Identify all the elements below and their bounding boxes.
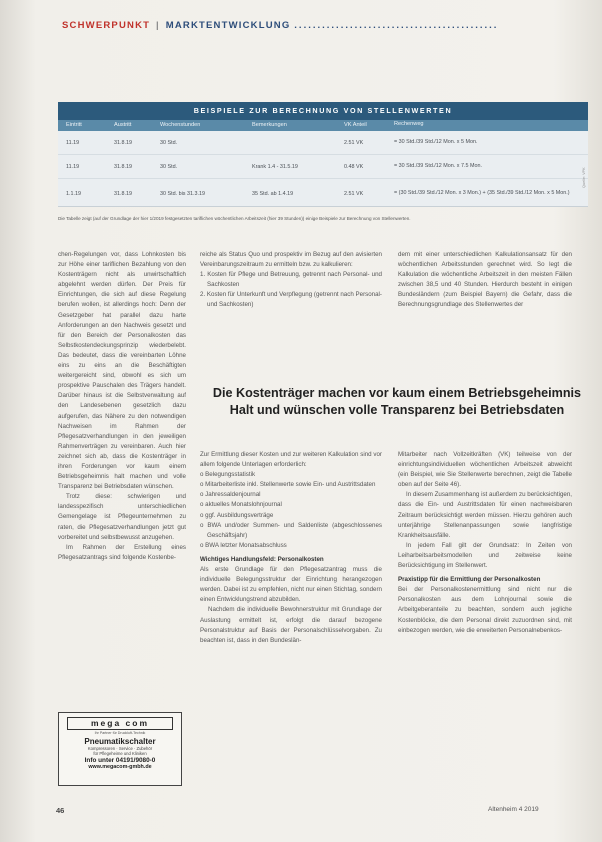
ad-title: Pneumatikschalter [84, 737, 156, 746]
table-row [58, 179, 588, 208]
col-header-austritt: Austritt [114, 122, 132, 128]
table-cell: 31.8.19 [114, 139, 132, 146]
col-header-rechenweg: Rechenweg [394, 121, 424, 127]
table-cell: 11.19 [66, 139, 80, 146]
paragraph: Als erste Grundlage für den Pflegesatzantrag muss die individuelle Belegungsstruktur der Einrichtung herangezogen werden. Dabei ist zu empfehlen, nicht nur einen Stichtag, sondern einen Entwicklungstrend abzubilden. [200, 566, 382, 604]
paragraph: Mitarbeiter nach Vollzeitkräften (VK) teilweise von der einrichtungsindividuellen wöchentlichen Arbeitszeit abweicht (ein Beispiel, wie Sie Stellenwerte berechnen, zeigt die Tabelle oben auf der Seite 46). [398, 451, 572, 489]
ad-website-link[interactable]: www.megacom-gmbh.de [88, 764, 152, 771]
ad-line: für Pflegeheime und Kliniken [93, 751, 147, 757]
col-header-vk-anteil: VK Anteil [344, 122, 367, 128]
section-header [62, 20, 592, 34]
table-cell: 2.51 VK [344, 190, 364, 197]
list-item: o aktuelles Monatslohnjournal [200, 501, 282, 509]
table-cell: 11.19 [66, 163, 80, 170]
ad-phone: Info unter 04191/9080-0 [84, 757, 156, 765]
subheading: Praxistipp für die Ermittlung der Personalkosten [398, 576, 541, 584]
list-item: o Mitarbeiterliste inkl. Stellenwerte sowie Ein- und Austrittsdaten [200, 481, 376, 489]
paragraph: Trotz diese: schwierigen und landesspezifisch unterschiedlichen Gemengelage ist Pflegeunternehmen zu raten, die Pflegesatzverhandlungen jetzt gut vorbereitet und selbstbewusst anzugehen. [58, 493, 186, 541]
table-row [58, 131, 588, 155]
table-cell: = (30 Std./39 Std./12 Mon. x 3 Mon.) + (35 Std./39 Std./12 Mon. x 5 Mon.) [394, 189, 570, 196]
article-column-3-top [398, 250, 572, 372]
table-header-row [58, 120, 588, 131]
list-item: o Belegungsstatistik [200, 471, 256, 479]
table-cell: 30 Std. [160, 139, 178, 146]
advertisement[interactable] [58, 712, 182, 786]
advertiser-logo: mega com [67, 717, 173, 730]
page-number: 46 [56, 806, 65, 815]
paragraph: In diesem Zusammenhang ist außerdem zu berücksichtigen, dass die Ein- und Austrittsdaten für einen nachweisbaren Zeitraum berücksichtigt werden müssen. Hierzu gehören auch unterjährige Stellenanpassungen sowie langfristige Krankheitsausfälle. [398, 491, 572, 539]
table-cell: = 30 Std./39 Std./12 Mon. x 5 Mon. [394, 138, 478, 145]
example-table [58, 102, 588, 207]
col-header-eintritt: Eintritt [66, 122, 82, 128]
table-caption: Die Tabelle zeigt (auf der Grundlage der hier 1/2019 festgesetzten tariflichen wöchentlichen Arbeitszeit (hier 39 Stunden)) einige Beispiele zur Berechnung von Stellenwerten. [58, 216, 411, 221]
article-column-3-bottom [398, 450, 572, 798]
table-cell: 30 Std. bis 31.3.19 [160, 190, 205, 197]
article-column-1 [58, 250, 186, 706]
paragraph: In jedem Fall gilt der Grundsatz: In Zeiten von Leiharbeitsarbeitsmodellen und zeitweise keine Berücksichtigung im Stellenwert. [398, 541, 572, 570]
ad-line: Kompressoren · Service · Zubehör [87, 746, 153, 751]
list-item: o BWA und/oder Summen- und Saldenliste (abgeschlossenes Geschäftsjahr) [200, 521, 382, 539]
pull-quote: Die Kostenträger machen vor kaum einem Betriebsgeheimnis Halt und wünschen volle Transparenz bei Betriebsdaten [212, 386, 582, 417]
header-separator: | [156, 20, 160, 31]
ad-tagline: Ihr Partner für Druckluft-Technik [94, 731, 146, 735]
table-cell: = 30 Std./39 Std./12 Mon. x 7.5 Mon. [394, 162, 482, 169]
table-title: BEISPIELE ZUR BERECHNUNG VON STELLENWERTEN [58, 102, 588, 120]
table-cell: 30 Std. [160, 163, 178, 170]
table-cell: Krank 1.4 - 31.5.19 [252, 163, 298, 170]
paragraph: Zur Ermittlung dieser Kosten und zur weiteren Kalkulation sind vor allem folgende Unterlagen erforderlich: [200, 451, 382, 469]
paragraph: dem mit einer unterschiedlichen Kalkulationsansatz für den wöchentlichen Arbeitsstunden gerechnet wird. So legt die Kalkulation die wöchentliche Arbeitszeit in den meisten Fällen zwischen 38,5 und 40 Stunden. Hierdurch besteht in einigen Bundesländern (zum Beispiel Bayern) die Gefahr, dass die Berechnungsgrundlage des Stellenwertes der [398, 251, 572, 309]
col-header-bemerkungen: Bemerkungen [252, 122, 287, 128]
table-cell: 2.51 VK [344, 139, 364, 146]
list-item: 2. Kosten für Unterkunft und Verpflegung (getrennt nach Personal- und Sachkosten) [200, 291, 382, 309]
paragraph: reiche als Status Quo und prospektiv im Bezug auf den avisierten Vereinbarungszeitraum zu ermitteln bzw. zu kalkulieren: [200, 251, 382, 269]
list-item: o Jahressaldenjournal [200, 491, 261, 499]
section-label: SCHWERPUNKT [62, 20, 151, 31]
table-cell: 31.8.19 [114, 163, 132, 170]
paragraph: Bei der Personalkostenermittlung sind nicht nur die Personalkosten aus dem Lohnjournal sowie die Arbeitgeberanteile zu beachten, sondern auch jegliche Kostenblöcke, die dem Personal direkt zuzuordnen sind, mit einbezogen werden, wie die erweiterten Personalnebenkos- [398, 586, 572, 634]
article-column-2-top [200, 250, 382, 362]
list-item: o ggf. Ausbildungsverträge [200, 511, 274, 519]
table-cell: 1.1.19 [66, 190, 81, 197]
issue-label: Altenheim 4 2019 [488, 806, 539, 813]
subheading: Wichtiges Handlungsfeld: Personalkosten [200, 555, 324, 563]
col-header-wochenstunden: Wochenstunden [160, 122, 201, 128]
table-cell: 0.48 VK [344, 163, 364, 170]
header-dots: ............................................ [294, 20, 499, 31]
list-item: 1. Kosten für Pflege und Betreuung, getrennt nach Personal- und Sachkosten [200, 271, 382, 289]
paragraph: chen-Regelungen vor, dass Lohnkosten bis zur Höhe einer tariflichen Bezahlung von den Kostenträgern nicht als unwirtschaftlich abgelehnt werden dürfen. Der Preis für Einrichtungen, die sich auf diese Regelung berufen wollen, ist allerdings hoch: Denn der Gesetzgeber hat parallel dazu harte Anforderungen an den Nachweis gesetzt und für den Bereich der Personalkosten das Selbstkostendeckungsprinzip wiederbelebt. Das bedeutet, dass die vereinbarten Löhne eins zu eins an die Beschäftigten weitergereicht sind, obwohl es sich um prospektive Pauschalen des Trägers handelt. Darüber hinaus ist die Selbstverwaltung auf den Landesebenen gesetzlich dazu aufgerufen, das Nähere zu den notwendigen Nachweisen im Rahmen der Pflegesatzverhandlungen in den jeweiligen Rahmenverträgen zu vereinbaren. Auch hier zeichnet sich ab, dass die Kostenträger in ihren Forderungen vor kaum einem Betriebsgeheimnis halt machen und volle Transparenz bei Betriebsdaten wünschen. [58, 251, 186, 491]
table-cell: 31.8.19 [114, 190, 132, 197]
paragraph: Im Rahmen der Erstellung eines Pflegesatzantrags sind folgende Kostenbe- [58, 543, 186, 561]
paragraph: Nachdem die individuelle Bewohnerstruktur mit Grundlage der Auslastung ermittelt ist, erfolgt die darauf bezogene Personalstruktur auf Basis der Personalschlüsselvorgaben. Zu beachten ist, dass in den Bundeslän- [200, 606, 382, 644]
source-credit: Quelle: VPK [582, 167, 586, 188]
table-cell: 35 Std. ab 1.4.19 [252, 190, 294, 197]
list-item: o BWA letzter Monatsabschluss [200, 541, 287, 549]
table-row [58, 155, 588, 179]
topic-label: MARKTENTWICKLUNG [165, 20, 291, 31]
article-column-2-bottom [200, 450, 382, 798]
